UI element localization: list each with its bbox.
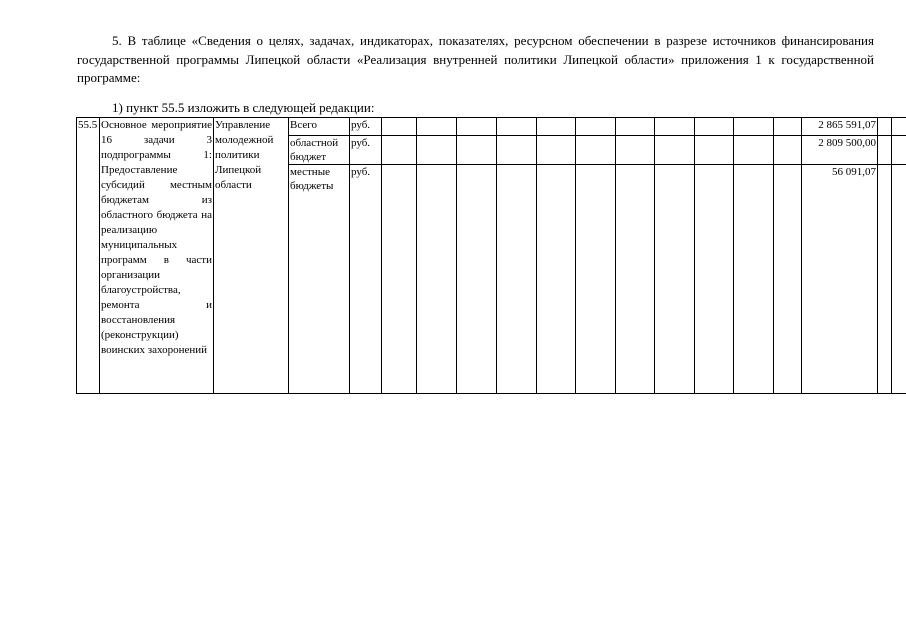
empty-cell: [734, 136, 774, 165]
item-number: 55.5: [77, 118, 100, 394]
empty-cell: [695, 136, 734, 165]
empty-cell: [537, 136, 576, 165]
empty-cell: [382, 165, 417, 394]
empty-cell: [892, 136, 906, 165]
empty-cell: [457, 118, 497, 136]
empty-cell: [382, 118, 417, 136]
empty-cell: [695, 165, 734, 394]
empty-cell: [616, 165, 655, 394]
empty-cell: [878, 136, 892, 165]
empty-cell: [417, 165, 457, 394]
amount-cell: 56 091,07: [802, 165, 878, 394]
amount-cell: 2 809 500,00: [802, 136, 878, 165]
empty-cell: [774, 165, 802, 394]
intro-paragraph: 5. В таблице «Сведения о целях, задачах, индикаторах, показателях, ресурсном обеспечении в разрезе источников финансирования государственной программы Липецкой области «Реализация внутренней политики Липецкой области» приложения 1 к государственной программе:: [77, 33, 874, 85]
empty-cell: [382, 136, 417, 165]
empty-cell: [417, 118, 457, 136]
table-row: [77, 118, 906, 136]
empty-cell: [537, 165, 576, 394]
empty-cell: [774, 118, 802, 136]
sub-paragraph: 1) пункт 55.5 изложить в следующей редакции:: [112, 100, 375, 115]
empty-cell: [417, 136, 457, 165]
source-cell: областной бюджет: [289, 136, 350, 165]
empty-cell: [655, 136, 695, 165]
empty-cell: [734, 118, 774, 136]
empty-cell: [497, 165, 537, 394]
empty-cell: [655, 165, 695, 394]
source-cell: местные бюджеты: [289, 165, 350, 394]
empty-cell: [878, 165, 892, 394]
empty-cell: [576, 136, 616, 165]
empty-cell: [497, 118, 537, 136]
responsible-executor: Управление молодежной политики Липецкой области: [214, 118, 289, 394]
indicators-table: [76, 117, 906, 394]
empty-cell: [457, 165, 497, 394]
empty-cell: [734, 165, 774, 394]
source-cell: Всего: [289, 118, 350, 136]
empty-cell: [497, 136, 537, 165]
activity-description: Основное мероприятие 16 задачи 3 подпрограммы 1: Предоставление субсидий местным бюджетам из областного бюджета на реализацию муниципальных программ в части организации благоустройства, ремонта и восстановления (реконструкции) воинских захоронений: [100, 118, 214, 394]
empty-cell: [892, 165, 906, 394]
unit-cell: руб.: [350, 118, 382, 136]
empty-cell: [576, 118, 616, 136]
unit-cell: руб.: [350, 165, 382, 394]
empty-cell: [655, 118, 695, 136]
empty-cell: [878, 118, 892, 136]
empty-cell: [576, 165, 616, 394]
amount-cell: 2 865 591,07: [802, 118, 878, 136]
empty-cell: [616, 118, 655, 136]
empty-cell: [457, 136, 497, 165]
empty-cell: [774, 136, 802, 165]
unit-cell: руб.: [350, 136, 382, 165]
empty-cell: [537, 118, 576, 136]
empty-cell: [695, 118, 734, 136]
empty-cell: [892, 118, 906, 136]
empty-cell: [616, 136, 655, 165]
